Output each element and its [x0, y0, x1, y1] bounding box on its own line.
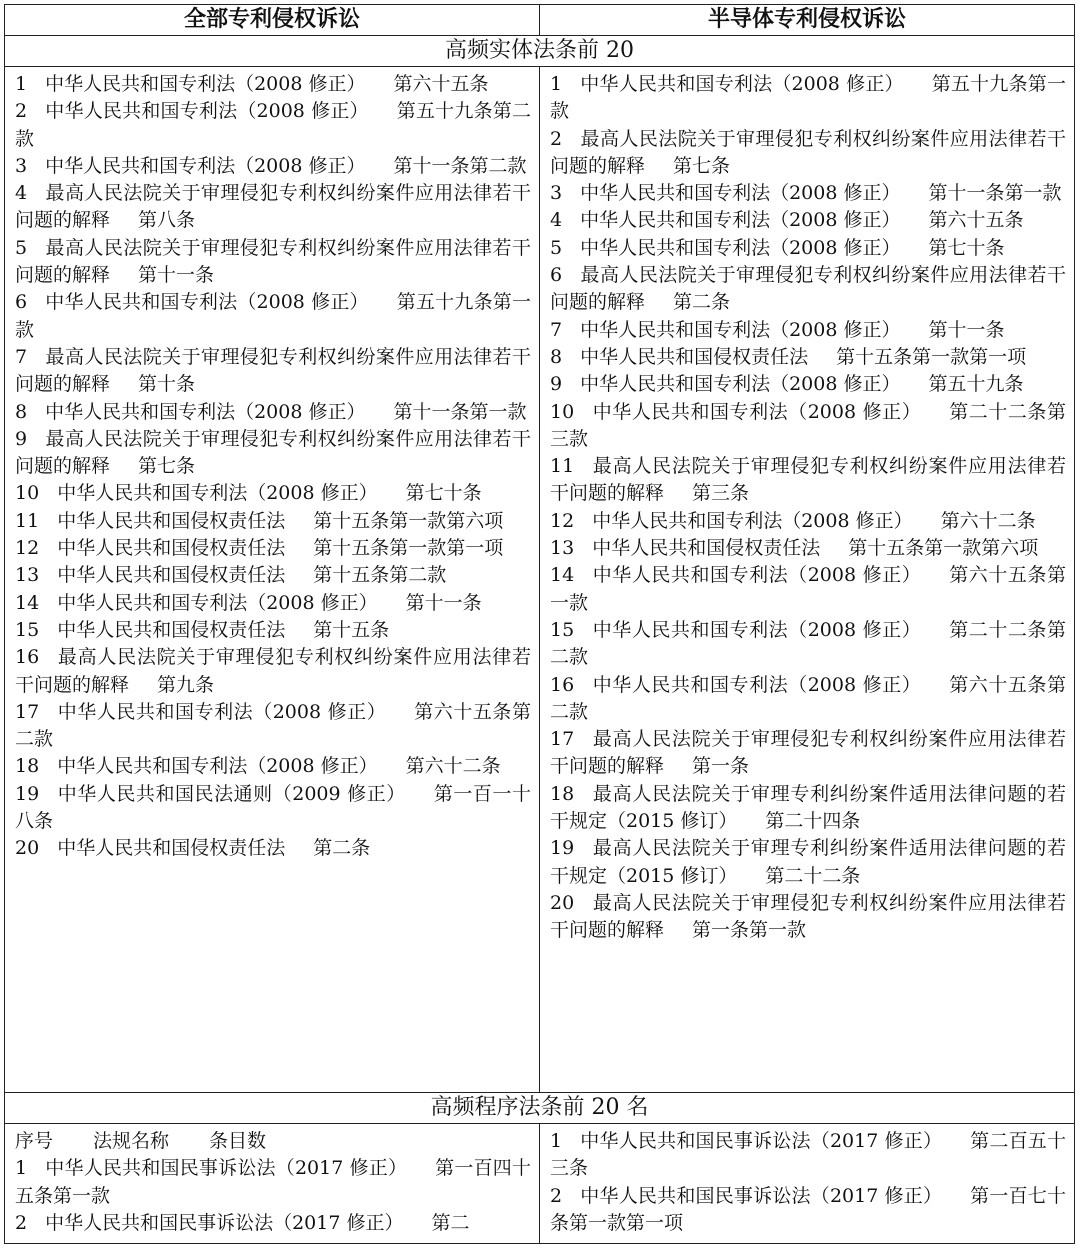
item-number: 19 [550, 837, 575, 860]
article-reference: 第二十二条 [765, 864, 861, 887]
item-number: 20 [550, 891, 575, 914]
substantive-left-list [5, 67, 540, 1093]
list-item [15, 71, 531, 98]
law-name: 中华人民共和国侵权责任法 [57, 837, 286, 860]
procedural-list-header [15, 1128, 531, 1155]
law-name: 中华人民共和国侵权责任法 [57, 537, 286, 560]
article-reference: 第十一条 [405, 591, 482, 614]
law-name: 最高人民法院关于审理侵犯专利权纠纷案件应用法律若干问题的解释 [550, 127, 1066, 177]
list-item [15, 644, 531, 699]
article-reference: 第六十五条第二款 [15, 700, 531, 751]
list-item [550, 180, 1066, 207]
list-item [550, 562, 1066, 617]
right-column-header: 半导体专利侵权诉讼 [540, 5, 1075, 36]
item-number: 19 [15, 782, 40, 805]
item-number: 13 [15, 564, 40, 587]
list-item [550, 672, 1066, 727]
article-reference: 第一百四十五条第一款 [15, 1157, 531, 1207]
law-name: 最高人民法院关于审理专利纠纷案件适用法律问题的若干规定（2015 修订） [550, 837, 1066, 887]
list-item [15, 235, 531, 290]
article-reference: 第一条 [692, 755, 750, 778]
law-name: 中华人民共和国专利法（2008 修正） [45, 100, 369, 123]
article-reference: 第一百一十八条 [15, 782, 531, 833]
item-number: 14 [15, 591, 40, 614]
list-item [15, 535, 531, 562]
article-reference: 第十五条第一款第六项 [313, 509, 504, 532]
article-reference: 第二条 [673, 291, 731, 314]
article-reference: 第十五条第一款第一项 [313, 537, 504, 560]
item-number: 1 [550, 73, 563, 95]
article-reference: 第七条 [138, 455, 196, 478]
law-name: 中华人民共和国侵权责任法 [580, 345, 809, 368]
item-number: 2 [15, 100, 28, 123]
law-name: 中华人民共和国专利法（2008 修正） [57, 700, 387, 723]
substantive-content-row [5, 67, 1075, 1093]
column-header-row [5, 5, 1075, 36]
procedural-right-list [540, 1124, 1075, 1244]
article-reference: 第二 [431, 1211, 470, 1234]
law-name: 最高人民法院关于审理侵犯专利权纠纷案件应用法律若干问题的解释 [15, 345, 531, 396]
article-reference: 第九条 [157, 673, 215, 696]
list-item [550, 1128, 1066, 1183]
list-item [550, 317, 1066, 344]
law-name: 最高人民法院关于审理侵犯专利权纠纷案件应用法律若干问题的解释 [550, 891, 1066, 942]
article-reference: 第一条第一款 [692, 919, 807, 942]
procedural-left-list [5, 1124, 540, 1244]
article-reference: 第七十条 [405, 482, 482, 505]
article-reference: 第二十四条 [765, 810, 861, 833]
law-name: 中华人民共和国专利法（2008 修正） [592, 400, 922, 423]
law-name: 中华人民共和国专利法（2008 修正） [45, 291, 369, 314]
procedural-content-row [5, 1124, 1075, 1244]
list-item [550, 126, 1066, 181]
article-reference: 第六十二条 [405, 755, 501, 778]
law-name: 最高人民法院关于审理侵犯专利权纠纷案件应用法律若干问题的解释 [15, 182, 531, 232]
procedural-section-row [5, 1093, 1075, 1124]
article-reference: 第十五条第一款第六项 [848, 537, 1039, 560]
list-item [550, 207, 1066, 234]
statute-comparison-table [4, 4, 1075, 1244]
article-reference: 第六十五条 [928, 209, 1024, 232]
item-number: 17 [550, 728, 575, 751]
item-number: 4 [550, 209, 563, 232]
item-number: 1 [15, 73, 28, 95]
list-item [550, 835, 1066, 890]
item-number: 12 [550, 509, 575, 532]
article-reference: 第七十条 [928, 236, 1005, 259]
law-name: 中华人民共和国侵权责任法 [57, 564, 286, 587]
list-item [550, 262, 1066, 317]
item-number: 14 [550, 564, 575, 587]
left-column-header: 全部专利侵权诉讼 [5, 5, 540, 36]
law-name: 中华人民共和国侵权责任法 [592, 537, 821, 560]
article-reference: 第二十二条第三款 [550, 400, 1066, 450]
list-item [15, 180, 531, 235]
list-item [550, 781, 1066, 836]
law-name: 中华人民共和国民事诉讼法（2017 修正） [45, 1211, 404, 1234]
article-reference: 第六十五条第一款 [550, 564, 1066, 614]
law-name: 中华人民共和国民法通则（2009 修正） [57, 782, 406, 805]
law-name: 中华人民共和国专利法（2008 修正） [57, 591, 378, 614]
item-number: 6 [550, 264, 563, 287]
law-name: 最高人民法院关于审理侵犯专利权纠纷案件应用法律若干问题的解释 [550, 455, 1066, 505]
law-name: 中华人民共和国侵权责任法 [57, 618, 286, 641]
item-number: 12 [15, 537, 40, 560]
law-name: 中华人民共和国专利法（2008 修正） [580, 236, 901, 259]
list-item [15, 426, 531, 481]
list-item [15, 480, 531, 507]
law-name: 最高人民法院关于审理侵犯专利权纠纷案件应用法律若干问题的解释 [15, 236, 531, 287]
law-name: 中华人民共和国专利法（2008 修正） [580, 209, 901, 232]
item-number: 16 [550, 673, 575, 696]
article-reference: 第十一条 [928, 318, 1005, 341]
item-number: 11 [550, 455, 575, 478]
item-number: 8 [15, 400, 28, 423]
header-count: 条目数 [209, 1130, 267, 1152]
item-number: 5 [550, 236, 563, 259]
law-name: 中华人民共和国专利法（2008 修正） [45, 154, 366, 177]
law-name: 中华人民共和国民事诉讼法（2017 修正） [45, 1157, 408, 1180]
article-reference: 第十五条第二款 [313, 564, 447, 587]
list-item [15, 508, 531, 535]
article-reference: 第二百五十三条 [550, 1130, 1066, 1180]
item-number: 8 [550, 345, 563, 368]
article-reference: 第十一条第二款 [393, 154, 527, 177]
list-item [550, 1183, 1066, 1238]
law-name: 中华人民共和国专利法（2008 修正） [57, 482, 378, 505]
item-number: 7 [15, 345, 28, 368]
list-item [15, 699, 531, 754]
law-name: 中华人民共和国专利法（2008 修正） [580, 182, 901, 205]
article-reference: 第五十九条第一款 [550, 73, 1066, 123]
law-name: 最高人民法院关于审理侵犯专利权纠纷案件应用法律若干问题的解释 [15, 427, 531, 478]
list-item [15, 835, 531, 862]
item-number: 1 [15, 1157, 28, 1180]
law-name: 中华人民共和国专利法（2008 修正） [45, 73, 366, 95]
law-name: 中华人民共和国专利法（2008 修正） [580, 318, 901, 341]
header-seq: 序号 [15, 1130, 54, 1152]
item-number: 11 [15, 509, 40, 532]
article-reference: 第二条 [313, 837, 371, 860]
law-name: 中华人民共和国民事诉讼法（2017 修正） [580, 1130, 943, 1152]
list-item [550, 508, 1066, 535]
list-item [550, 890, 1066, 945]
law-name: 中华人民共和国专利法（2008 修正） [580, 73, 904, 95]
list-item [15, 344, 531, 399]
list-item [15, 781, 531, 836]
law-name: 最高人民法院关于审理侵犯专利权纠纷案件应用法律若干问题的解释 [15, 646, 531, 696]
list-item [550, 235, 1066, 262]
article-reference: 第十一条第一款 [928, 182, 1062, 205]
article-reference: 第十五条第一款第一项 [836, 345, 1027, 368]
article-reference: 第七条 [673, 154, 731, 177]
article-reference: 第二十二条第二款 [550, 618, 1066, 669]
item-number: 17 [15, 700, 40, 723]
item-number: 2 [550, 1184, 563, 1207]
law-name: 最高人民法院关于审理侵犯专利权纠纷案件应用法律若干问题的解释 [550, 728, 1066, 778]
article-reference: 第八条 [138, 209, 196, 232]
law-name: 最高人民法院关于审理侵犯专利权纠纷案件应用法律若干问题的解释 [550, 264, 1066, 314]
list-item [550, 371, 1066, 398]
list-item [550, 617, 1066, 672]
item-number: 2 [15, 1211, 28, 1234]
law-name: 中华人民共和国专利法（2008 修正） [580, 373, 901, 396]
item-number: 10 [550, 400, 575, 423]
list-item [15, 1210, 531, 1237]
item-number: 6 [15, 291, 28, 314]
law-name: 最高人民法院关于审理专利纠纷案件适用法律问题的若干规定（2015 修订） [550, 782, 1066, 833]
item-number: 18 [550, 782, 575, 805]
header-name: 法规名称 [93, 1130, 170, 1152]
law-name: 中华人民共和国专利法（2008 修正） [57, 755, 378, 778]
list-item [15, 562, 531, 589]
list-item [15, 753, 531, 780]
article-reference: 第五十九条 [928, 373, 1024, 396]
item-number: 5 [15, 236, 28, 259]
item-number: 1 [550, 1130, 563, 1152]
list-item [550, 344, 1066, 371]
item-number: 3 [550, 182, 563, 205]
patent-law-table-sheet [4, 4, 1074, 1244]
list-item [15, 617, 531, 644]
item-number: 18 [15, 755, 40, 778]
substantive-section-title: 高频实体法条前 20 [5, 36, 1075, 67]
item-number: 15 [550, 618, 575, 641]
list-item [15, 289, 531, 344]
article-reference: 第五十九条第二款 [15, 100, 531, 150]
article-reference: 第一百七十条第一款第一项 [550, 1184, 1066, 1234]
list-item [15, 98, 531, 153]
item-number: 10 [15, 482, 40, 505]
article-reference: 第十一条 [138, 264, 215, 287]
law-name: 中华人民共和国专利法（2008 修正） [592, 509, 913, 532]
item-number: 9 [550, 373, 563, 396]
substantive-right-list [540, 67, 1075, 1093]
article-reference: 第五十九条第一款 [15, 291, 531, 341]
item-number: 2 [550, 127, 563, 150]
substantive-section-row [5, 36, 1075, 67]
item-number: 13 [550, 537, 575, 560]
list-item [550, 71, 1066, 126]
list-item [550, 726, 1066, 781]
list-item [15, 590, 531, 617]
item-number: 3 [15, 154, 28, 177]
procedural-section-title: 高频程序法条前 20 名 [5, 1093, 1075, 1124]
item-number: 4 [15, 182, 28, 205]
article-reference: 第十条 [138, 373, 196, 396]
law-name: 中华人民共和国专利法（2008 修正） [592, 564, 922, 587]
article-reference: 第十五条 [313, 618, 390, 641]
item-number: 20 [15, 837, 40, 860]
item-number: 15 [15, 618, 40, 641]
item-number: 16 [15, 646, 40, 669]
law-name: 中华人民共和国侵权责任法 [57, 509, 286, 532]
list-item [550, 453, 1066, 508]
law-name: 中华人民共和国专利法（2008 修正） [592, 673, 922, 696]
list-item [15, 153, 531, 180]
article-reference: 第三条 [692, 482, 750, 505]
law-name: 中华人民共和国专利法（2008 修正） [592, 618, 922, 641]
item-number: 7 [550, 318, 563, 341]
law-name: 中华人民共和国专利法（2008 修正） [45, 400, 366, 423]
item-number: 9 [15, 427, 28, 450]
article-reference: 第六十五条 [393, 73, 489, 95]
article-reference: 第六十五条第二款 [550, 673, 1066, 723]
list-item [550, 399, 1066, 454]
article-reference: 第六十二条 [940, 509, 1036, 532]
article-reference: 第十一条第一款 [393, 400, 527, 423]
list-item [15, 1155, 531, 1210]
law-name: 中华人民共和国民事诉讼法（2017 修正） [580, 1184, 943, 1207]
list-item [550, 535, 1066, 562]
list-item [15, 399, 531, 426]
